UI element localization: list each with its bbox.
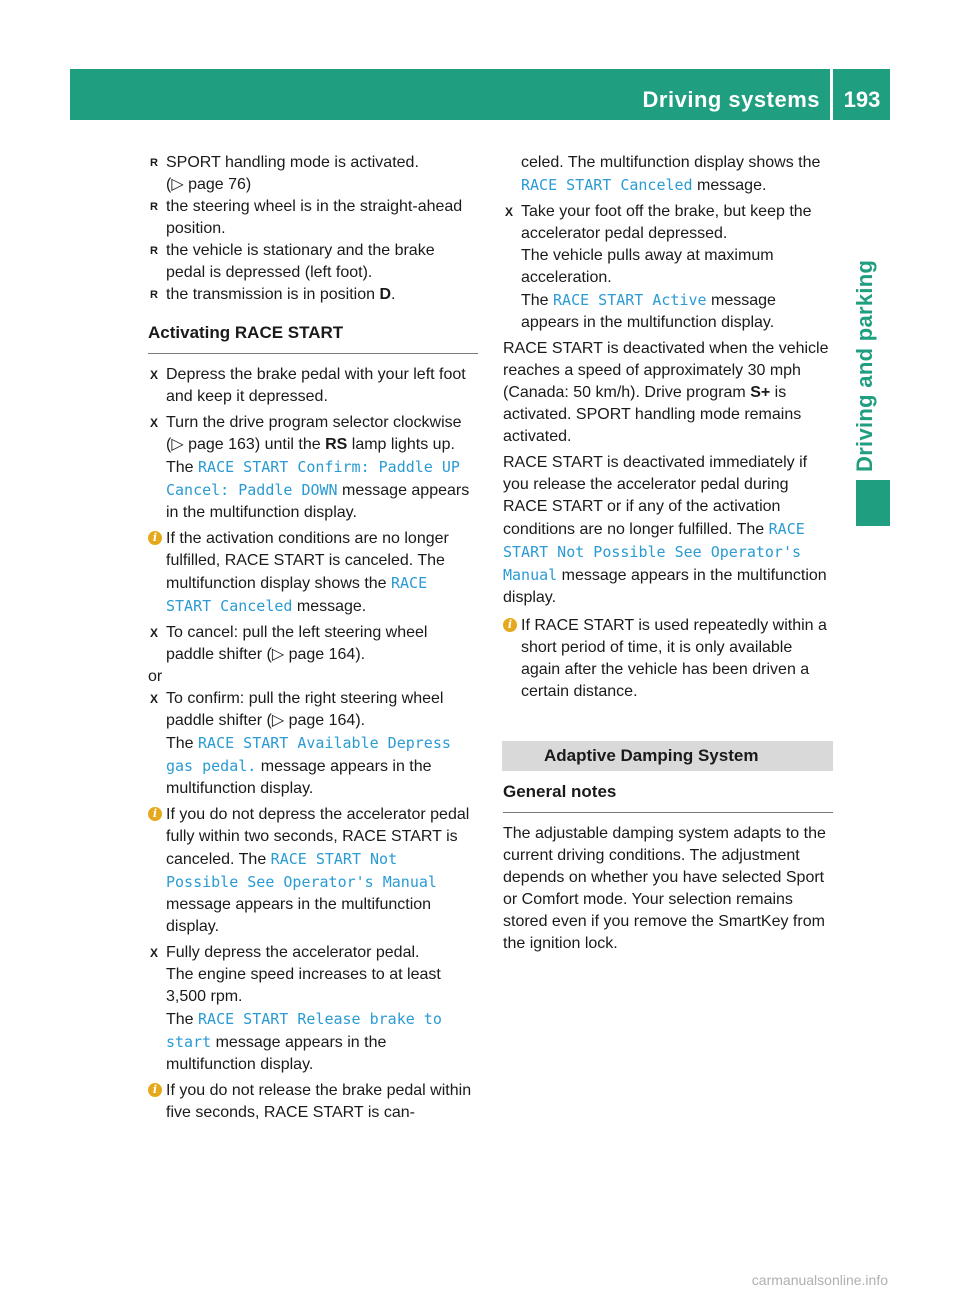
display-message: RACE START Active [553,291,707,309]
display-message: RACE START Confirm: Paddle UP Cancel: Paddle DOWN [166,458,460,499]
info-icon: i [148,807,162,821]
side-tab-label: Driving and parking [852,259,877,472]
info-note: i If RACE START is used repeatedly within a short period of time, it is only available again after the vehicle has been driven a certain distance. [503,615,833,703]
display-message: RACE START Release brake to start [166,1010,442,1051]
step-item: X To cancel: pull the left steering wheel paddle shifter (▷ page 164). [148,622,478,666]
section-heading: Activating RACE START [148,323,344,342]
page-number: 193 [843,87,881,112]
step-item: X Turn the drive program selector clockwise (▷ page 163) until the RS lamp lights up. The RACE START Confirm: Paddle UP Cancel: Paddle DOWN message appears in the multifunction display. [148,412,478,524]
info-note: i If you do not depress the accelerator pedal fully within two seconds, RACE START is canceled. The RACE START Not Possible See Operator's Manual message appears in the multifunction display. [148,804,478,938]
section-title: Driving systems [642,87,820,112]
info-note: i If the activation conditions are no longer fulfilled, RACE START is canceled. The multifunction display shows the RACE START Canceled message. [148,528,478,618]
display-message: RACE START Not Possible See Operator's Manual [503,520,805,584]
info-icon: i [503,618,517,632]
step-item: X Fully depress the accelerator pedal. The engine speed increases to at least 3,500 rpm. The RACE START Release brake to start message appears in the multifunction display. [148,942,478,1076]
list-item: R the transmission is in position D. [148,284,478,306]
continued-text: celed. The multifunction display shows the RACE START Canceled message. [521,154,821,194]
header-separator [830,69,833,120]
sub-heading: General notes [503,782,617,801]
display-message: RACE START Canceled [521,176,693,194]
list-item: R the vehicle is stationary and the brake pedal is depressed (left foot). [148,240,478,284]
list-item: R the steering wheel is in the straight-ahead position. [148,196,478,240]
display-message: RACE START Canceled [166,574,428,615]
paragraph: RACE START is deactivated immediately if you release the accelerator pedal during RACE START or if any of the activation conditions are no longer fulfilled. The RACE START Not Possible See Operator's Manual message appears in the multifunction display. [503,454,827,606]
watermark: carmanualsonline.info [751,1272,888,1288]
section-bar: Adaptive Damping System [502,741,833,771]
paragraph: The adjustable damping system adapts to the current driving conditions. The adjustment depends on whether you have selected Sport or Comfort mode. Your selection remains stored even if you remove the SmartKey from the ignition lock. [503,825,826,952]
info-icon: i [148,1083,162,1097]
step-item: X To confirm: pull the right steering wheel paddle shifter (▷ page 164). The RACE START Available Depress gas pedal. message appears in the multifunction display. [148,688,478,800]
info-icon: i [148,531,162,545]
side-tab-marker [856,480,890,526]
paragraph: RACE START is deactivated when the vehicle reaches a speed of approximately 30 mph (Canada: 50 km/h). Drive program S+ is activated. SPORT handling mode remains activated. [503,340,829,445]
display-message: RACE START Not Possible See Operator's Manual [166,850,437,891]
step-item: X Take your foot off the brake, but keep the accelerator pedal depressed. The vehicle pulls away at maximum acceleration. The RACE START Active message appears in the multifunction display. [503,201,833,334]
info-note: i If you do not release the brake pedal within five seconds, RACE START is can- [148,1080,478,1124]
list-item: R SPORT handling mode is activated. (▷ page 76) [148,152,478,196]
or-text: or [148,668,163,685]
page-header [70,69,890,120]
step-item: X Depress the brake pedal with your left foot and keep it depressed. [148,364,478,408]
left-column [148,152,478,1124]
display-message: RACE START Available Depress gas pedal. [166,734,451,775]
right-column [503,152,833,955]
